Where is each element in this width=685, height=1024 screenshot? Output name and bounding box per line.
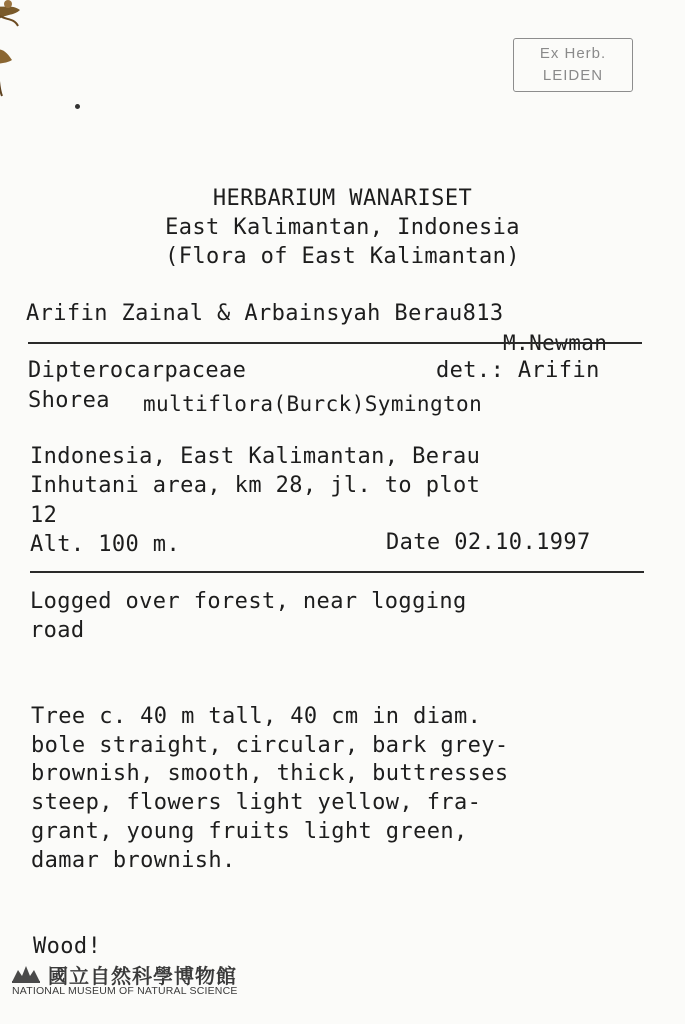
annotation-name: M.Newman [503,331,608,355]
wood-note: Wood! [33,934,102,959]
collectors: Arifin Zainal & Arbainsyah Berau813 [26,301,504,326]
locality-line-2: Inhutani area, km 28, jl. to plot [30,473,481,498]
museum-name-english: NATIONAL MUSEUM OF NATURAL SCIENCE [12,985,238,997]
header-region: East Kalimantan, Indonesia [165,215,520,240]
museum-watermark [10,960,290,1000]
determiner: det.: Arifin [436,358,600,383]
family: Dipterocarpaceae [28,358,247,383]
description-line-5: grant, young fruits light green, [31,819,468,844]
description-line-2: bole straight, circular, bark grey- [31,733,509,758]
description-line-4: steep, flowers light yellow, fra- [31,790,482,815]
habitat-line-2: road [30,618,85,643]
ink-dot [75,104,80,109]
herbarium-stamp [513,38,633,92]
description-line-6: damar brownish. [31,848,236,873]
museum-logo-icon [10,962,42,984]
description-line-1: Tree c. 40 m tall, 40 cm in diam. [31,704,482,729]
divider-2 [30,571,644,573]
genus: Shorea [28,388,110,413]
divider-1 [28,342,642,344]
stamp-line-1: Ex Herb. [539,45,607,62]
stamp-line-2: LEIDEN [542,67,604,84]
locality-line-3: 12 [30,503,58,528]
header-flora: (Flora of East Kalimantan) [165,244,520,269]
habitat-line-1: Logged over forest, near logging [30,589,467,614]
species-epithet: multiflora(Burck)Symington [143,392,483,416]
collection-date: Date 02.10.1997 [386,530,591,555]
museum-name-chinese: 國立自然科學博物館 [48,964,237,988]
locality-line-1: Indonesia, East Kalimantan, Berau [30,444,481,469]
altitude: Alt. 100 m. [30,532,181,557]
header-title: HERBARIUM WANARISET [212,186,473,211]
description-line-3: brownish, smooth, thick, buttresses [31,761,509,786]
specimen-fragment-icon [0,0,34,106]
